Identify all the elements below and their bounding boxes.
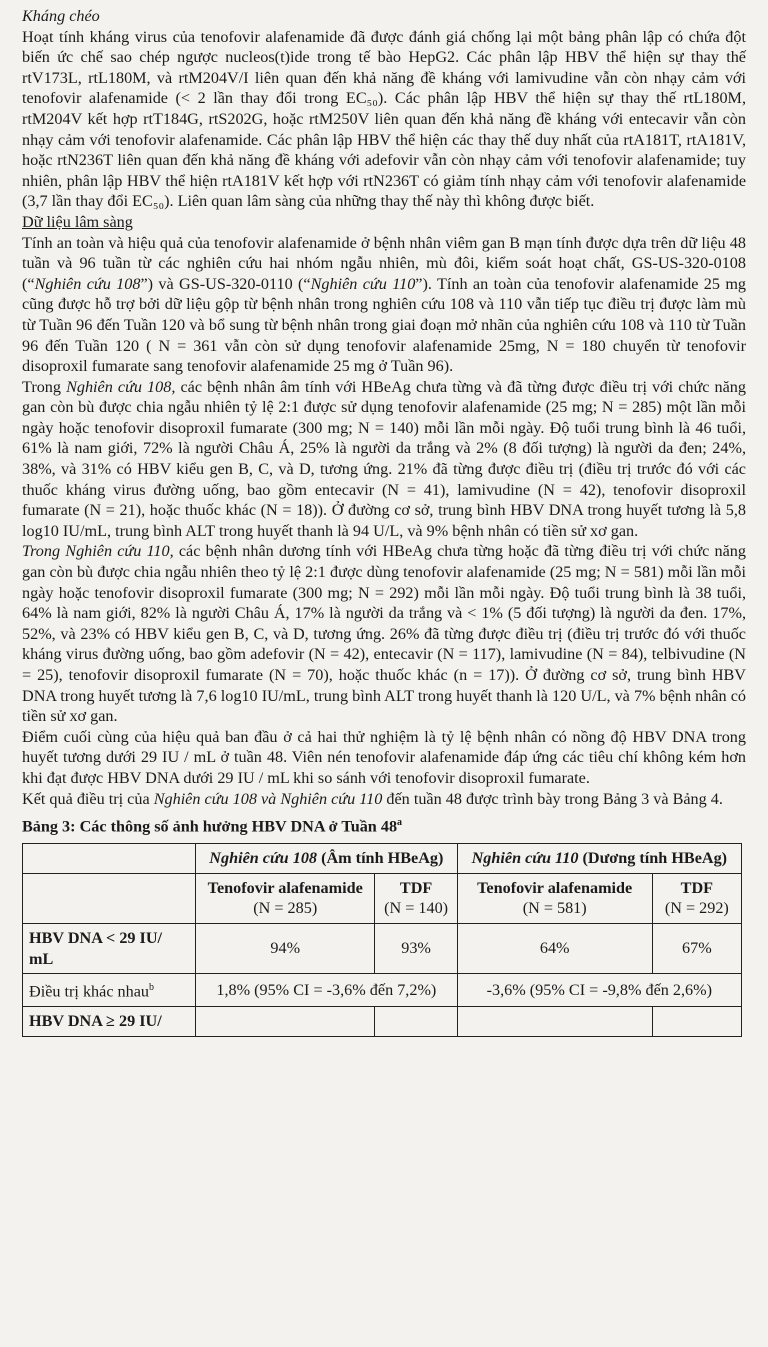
cross-resistance-heading: Kháng chéo xyxy=(22,7,100,25)
col-108-taf: Tenofovir alafenamide (N = 285) xyxy=(196,873,375,923)
table-cell xyxy=(457,1007,652,1037)
study-108-paragraph: Trong Nghiên cứu 108, các bệnh nhân âm tính với HBeAg chưa từng và đã từng được điều trị với chức năng gan còn bù được chia ngẫu nhiên tỷ lệ 2:1 được sử dụng tenofovir alafenamide (25 mg; N = 285) một lần mỗi ngày hoặc tenofovir disoproxil fumarate (300 mg; N = 140) mỗi lần mỗi ngày. Độ tuổi trung bình là 46 tuổi, 61% là nam giới, 72% là người Châu Á, 25% là người da trắng và 2% (8 đối tượng) là người da đen; 24%, 38%, và 31% có HBV kiểu gen B, C, và D, tương ứng. 21% đã từng được điều trị (điều trị trước đó với các thuốc kháng virus đường uống, bao gồm entecavir (N = 41), lamivudine (N = 42), tenofovir disoproxil fumarate (N = 21), hoặc thuốc khác (N = 18)). Ở đường cơ sở, trung bình HBV DNA trong huyết tương là 5,8 log10 IU/mL, trung bình ALT trong huyết thanh là 94 U/L, và 9% bệnh nhân có tiền sử xơ gan. xyxy=(22,377,746,540)
table-cell xyxy=(375,1007,457,1037)
table-cell: -3,6% (95% CI = -9,8% đến 2,6%) xyxy=(457,974,741,1007)
col-110-taf: Tenofovir alafenamide (N = 581) xyxy=(457,873,652,923)
table-cell: 94% xyxy=(196,923,375,973)
table-cell: 93% xyxy=(375,923,457,973)
table-3 xyxy=(22,843,742,1037)
row-label-hbv-dna-above: HBV DNA ≥ 29 IU/ xyxy=(23,1007,196,1037)
row-label-hbv-dna-below: HBV DNA < 29 IU/ mL xyxy=(23,923,196,973)
col-108-tdf: TDF (N = 140) xyxy=(375,873,457,923)
table-row xyxy=(23,974,742,1007)
primary-endpoint-paragraph: Điểm cuối cùng của hiệu quả ban đầu ở cả hai thử nghiệm là tỷ lệ bệnh nhân có nồng độ HBV DNA trong huyết tương dưới 29 IU / mL ở tuần 48. Viên nén tenofovir alafenamide đáp ứng các tiêu chí không kém hơn khi đạt được HBV DNA dưới 29 IU / mL khi so sánh với tenofovir disoproxil fumarate. xyxy=(22,727,746,787)
table-row xyxy=(23,1007,742,1037)
table-header-row xyxy=(23,844,742,874)
study-108-header: Nghiên cứu 108 (Âm tính HBeAg) xyxy=(196,844,458,874)
study-110-header: Nghiên cứu 110 (Dương tính HBeAg) xyxy=(457,844,741,874)
table-subheader-row xyxy=(23,873,742,923)
table-corner-cell-2 xyxy=(23,873,196,923)
row-label-treatment-difference: Điều trị khác nhau$^b$ xyxy=(23,974,196,1007)
table-corner-cell xyxy=(23,844,196,874)
cross-resistance-paragraph: Hoạt tính kháng virus của tenofovir alafenamide đã được đánh giá chống lại một bảng phân lập có chứa đột biến ức chế sao chép ngược nucleos(t)ide trong tế bào HepG2. Các phân lập HBV thể hiện sự thay thế rtV173L, rtL180M, và rtM204V/I liên quan đến khả năng đề kháng với lamivudine vẫn còn nhạy cảm với tenofovir alafenamide (< 2 lần thay đổi trong EC₅₀). Các phân lập HBV thể hiện sự thay thế rtL180M, rtM204V kết hợp rtT184G, rtS202G, hoặc rtM250V liên quan đến khả năng đề kháng với entecavir vẫn còn nhạy cảm với tenofovir alafenamide. Các phân lập HBV thể hiện các thay thế duy nhất của rtA181T, rtA181V, hoặc rtN236T liên quan đến khả năng đề kháng với adefovir vẫn còn nhạy cảm với tenofovir alafenamide; tuy nhiên, phân lập HBV thể hiện rtA181V kết hợp với rtN236T có giảm tính nhạy cảm với tenofovir alafenamide (3,7 lần thay đổi EC₅₀). Liên quan lâm sàng của những thay thế này thì không được biết. xyxy=(22,27,746,211)
table-cell: 67% xyxy=(652,923,741,973)
study-110-paragraph: Trong Nghiên cứu 110, các bệnh nhân dương tính với HBeAg chưa từng hoặc đã từng điều trị với chức năng gan còn bù được chia ngẫu nhiên theo tỷ lệ 2:1 được dùng tenofovir alafenamide (25 mg; N = 581) mỗi lần mỗi ngày hoặc tenofovir disoproxil fumarate (300 mg; N = 292) mỗi lần mỗi ngày. Độ tuổi trung bình là 38 tuổi, 64% là nam giới, 82% là người Châu Á, 17% là người da trắng và < 1% (5 đối tượng) là người da đen. 17%, 52%, và 23% có HBV kiểu gen B, C, và D, tương ứng. 26% đã từng được điều trị (điều trị trước đó với thuốc kháng virus đường uống, bao gồm adefovir (N = 42), entecavir (N = 117), lamivudine (N = 84), telbivudine (N = 25), tenofovir disoproxil fumarate (N = 70), hoặc thuốc khác (n = 17)). Ở đường cơ sở, trung bình HBV DNA trong huyết tương là 7,6 log10 IU/mL, trung bình ALT trong huyết thanh là 120 U/L, và 7% bệnh nhân có tiền sử xơ gan. xyxy=(22,542,746,726)
clinical-data-heading: Dữ liệu lâm sàng xyxy=(22,212,133,231)
table-cell: 64% xyxy=(457,923,652,973)
clinical-data-paragraph-1: Tính an toàn và hiệu quả của tenofovir alafenamide ở bệnh nhân viêm gan B mạn tính được dựa trên dữ liệu 48 tuần và 96 tuần từ các nghiên cứu hai nhóm ngẫu nhiên, mù đôi, kiểm soát hoạt chất, GS-US-320-0108 (“Nghiên cứu 108”) và GS-US-320-0110 (“Nghiên cứu 110”). Tính an toàn của tenofovir alafenamide 25 mg cũng được hỗ trợ bởi dữ liệu gộp từ bệnh nhân trong nghiên cứu 108 và 110 vẫn tiếp tục điều trị được làm mù từ Tuần 96 đến Tuần 120 và bổ sung từ bệnh nhân trong giai đoạn mở nhãn của nghiên cứu 108 và 110 từ Tuần 96 đến Tuần 120 ( N = 361 vẫn còn sử dụng tenofovir alafenamide 25mg, N = 180 chuyển từ tenofovir disoproxil fumarate sang tenofovir alafenamide 25 mg ở Tuần 96). xyxy=(22,233,747,376)
col-110-tdf: TDF (N = 292) xyxy=(652,873,741,923)
study-110-ref: Nghiên cứu 110 xyxy=(310,274,416,293)
table-3-title: Bảng 3: Các thông số ảnh hưởng HBV DNA ở Tuần 48$^a$ xyxy=(22,817,403,836)
table-cell xyxy=(652,1007,741,1037)
results-reference-paragraph: Kết quả điều trị của Nghiên cứu 108 và Nghiên cứu 110 đến tuần 48 được trình bày trong Bảng 3 và Bảng 4. xyxy=(22,789,723,808)
table-cell: 1,8% (95% CI = -3,6% đến 7,2%) xyxy=(196,974,458,1007)
study-108-ref: Nghiên cứu 108 xyxy=(34,274,141,293)
table-cell xyxy=(196,1007,375,1037)
table-row xyxy=(23,923,742,973)
